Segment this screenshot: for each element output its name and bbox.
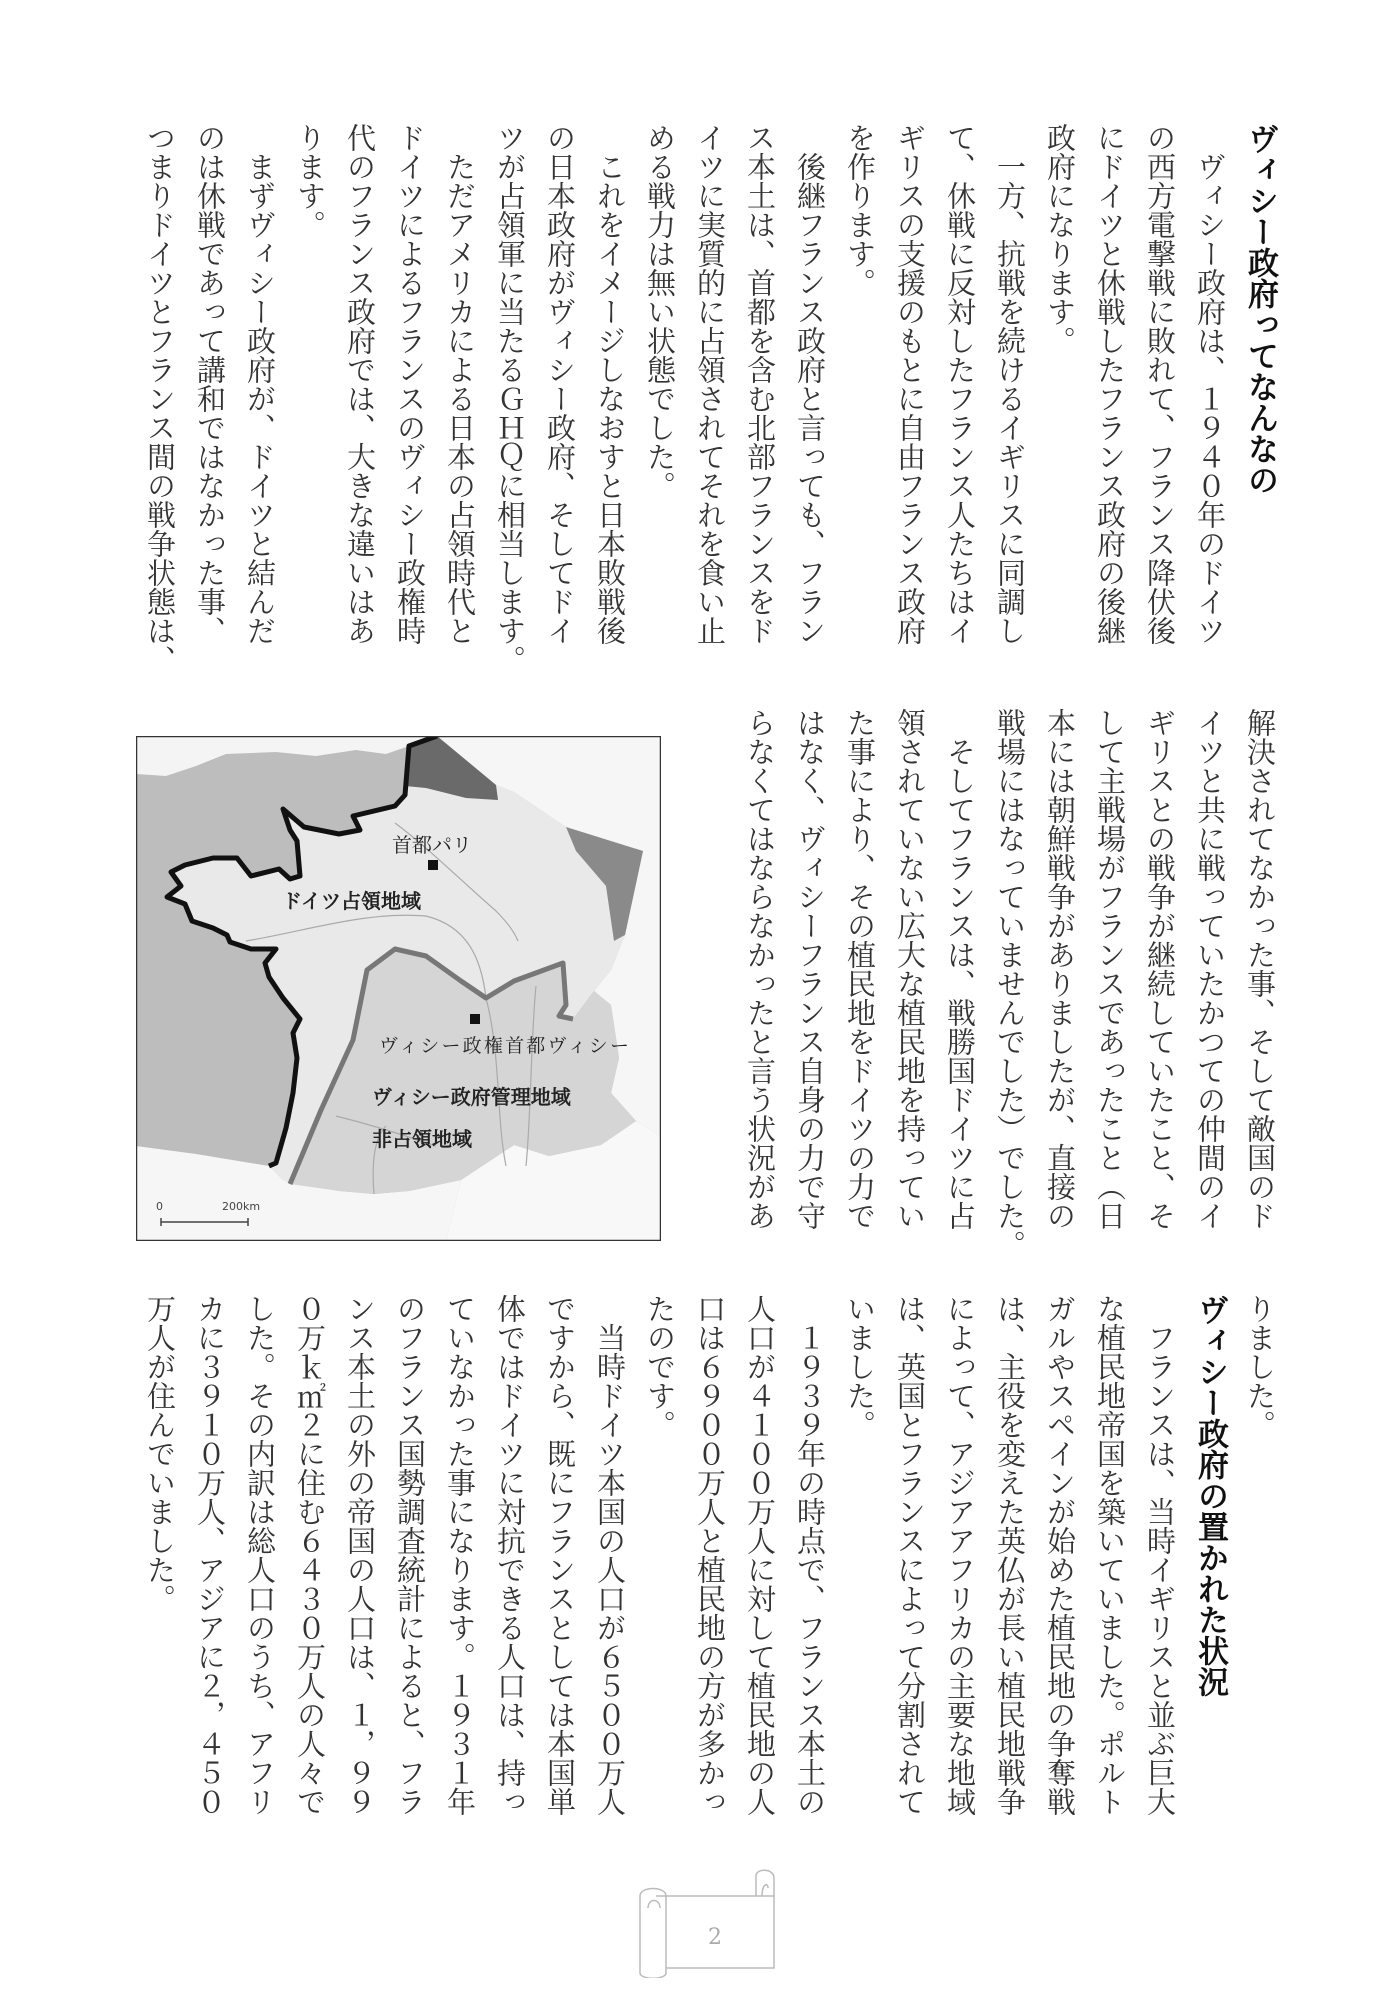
text-column: たのです。 [643, 1294, 677, 1439]
text-column: は、主役を変えた英仏が長い植民地戦争 [993, 1294, 1027, 1816]
text-column: イツに実質的に占領されてそれを食い止 [693, 123, 727, 645]
text-column: 万人が住んでいました。 [143, 1294, 177, 1613]
text-column: これをイメージしなおすと日本敗戦後 [593, 123, 627, 645]
text-column: はなく、ヴィシーフランス自身の力で守 [793, 708, 827, 1230]
text-column: フランスは、当時イギリスと並ぶ巨大 [1143, 1294, 1177, 1816]
text-column: のフランス国勢調査統計によると、フラ [393, 1294, 427, 1816]
vichy-zone-label: ヴィシー政府管理地域 [372, 1085, 571, 1109]
scale-zero-label: 0 [156, 1200, 163, 1213]
text-column: た事により、その植民地をドイツの力で [843, 708, 877, 1230]
article-top-section [135, 123, 1285, 674]
text-column: ギリスの支援のもとに自由フランス政府 [893, 123, 927, 645]
text-column: ガルやスペインが始めた植民地の争奪戦 [1043, 1294, 1077, 1816]
text-column: の西方電撃戦に敗れて、フランス降伏後 [1143, 123, 1177, 645]
text-column: ヴィシー政府は、１９４０年のドイツ [1193, 123, 1227, 645]
text-column: を作ります。 [843, 123, 877, 297]
text-column: いました。 [843, 1294, 877, 1439]
text-column: らなくてはならなかったと言う状況があ [743, 708, 777, 1230]
page-number: 2 [708, 1925, 722, 1950]
text-column: ドイツによるフランスのヴィシー政権時 [393, 123, 427, 645]
text-column: まずヴィシー政府が、ドイツと結んだ [243, 123, 277, 645]
text-column: 戦場にはなっていませんでした）でした。 [993, 708, 1027, 1259]
text-column: ンス本土の外の帝国の人口は、１，９９ [343, 1294, 377, 1816]
text-column: 政府になります。 [1043, 123, 1077, 355]
text-column: な植民地帝国を築いていました。ポルト [1093, 1294, 1127, 1816]
text-column: ただアメリカによる日本の占領時代と [443, 123, 477, 645]
text-column: りました。 [1243, 1294, 1277, 1439]
text-column: １９３９年の時点で、フランス本土の [793, 1294, 827, 1816]
section-heading: ヴィシー政府ってなんなの [1242, 123, 1278, 495]
text-column: 代のフランス政府では、大きな違いはあ [343, 123, 377, 645]
article-bottom-section [135, 1294, 1285, 1824]
text-column: ギリスとの戦争が継続していたこと、そ [1143, 708, 1177, 1230]
text-column: 一方、抗戦を続けるイギリスに同調し [993, 123, 1027, 645]
text-column: イツと共に戦っていたかつての仲間のイ [1193, 708, 1227, 1230]
text-column: そしてフランスは、戦勝国ドイツに占 [943, 708, 977, 1230]
text-column: 体ではドイツに対抗できる人口は、持っ [493, 1294, 527, 1816]
article-middle-section [735, 708, 1285, 1259]
text-column: ります。 [293, 123, 327, 239]
occupied-zone-label: ドイツ占領地域 [282, 889, 421, 913]
text-column: つまりドイツとフランス間の戦争状態は、 [143, 123, 177, 674]
text-column: した。その内訳は総人口のうち、アフリ [243, 1294, 277, 1816]
page-number-scroll-ornament [636, 1868, 784, 1978]
text-column: ですから、既にフランスとしては本国単 [543, 1294, 577, 1816]
text-column: 口は６９００万人と植民地の方が多かっ [693, 1294, 727, 1816]
text-column: の日本政府がヴィシー政府、そしてドイ [543, 123, 577, 645]
text-column: ス本土は、首都を含む北部フランスをド [743, 123, 777, 645]
paris-marker [428, 860, 438, 870]
text-column: によって、アジアアフリカの主要な地域 [943, 1294, 977, 1816]
text-column: 人口が４１００万人に対して植民地の人 [743, 1294, 777, 1816]
text-column: カに３９１０万人、アジアに２，４５０ [193, 1294, 227, 1816]
unoccupied-zone-label: 非占領地域 [372, 1127, 472, 1151]
text-column: て、休戦に反対したフランス人たちはイ [943, 123, 977, 645]
section-heading: ヴィシー政府の置かれた状況 [1192, 1294, 1228, 1697]
text-column: 解決されてなかった事、そして敵国のド [1243, 708, 1277, 1230]
text-column: ツが占領軍に当たるＧＨＱに相当します。 [493, 123, 527, 674]
paris-label: 首都パリ [392, 833, 472, 857]
text-column: 当時ドイツ本国の人口が６５００万人 [593, 1294, 627, 1816]
text-column: ０万ｋ㎡２に住む６４３０万人の人々で [293, 1294, 327, 1816]
vichy-marker [470, 1014, 480, 1024]
text-column: ていなかった事になります。１９３１年 [443, 1294, 477, 1816]
text-column: 本には朝鮮戦争がありましたが、直接の [1043, 708, 1077, 1230]
france-1940-map [136, 736, 661, 1241]
text-column: 後継フランス政府と言っても、フラン [793, 123, 827, 645]
text-column: にドイツと休戦したフランス政府の後継 [1093, 123, 1127, 645]
text-column: のは休戦であって講和ではなかった事、 [193, 123, 227, 645]
text-column: める戦力は無い状態でした。 [643, 123, 677, 500]
text-column: して主戦場がフランスであったこと（日 [1093, 708, 1127, 1230]
vichy-capital-label: ヴィシー政権首都ヴィシー [379, 1035, 629, 1057]
scale-distance-label: 200km [222, 1200, 261, 1213]
text-column: 領されていない広大な植民地を持ってい [893, 708, 927, 1230]
text-column: は、英国とフランスによって分割されて [893, 1294, 927, 1816]
